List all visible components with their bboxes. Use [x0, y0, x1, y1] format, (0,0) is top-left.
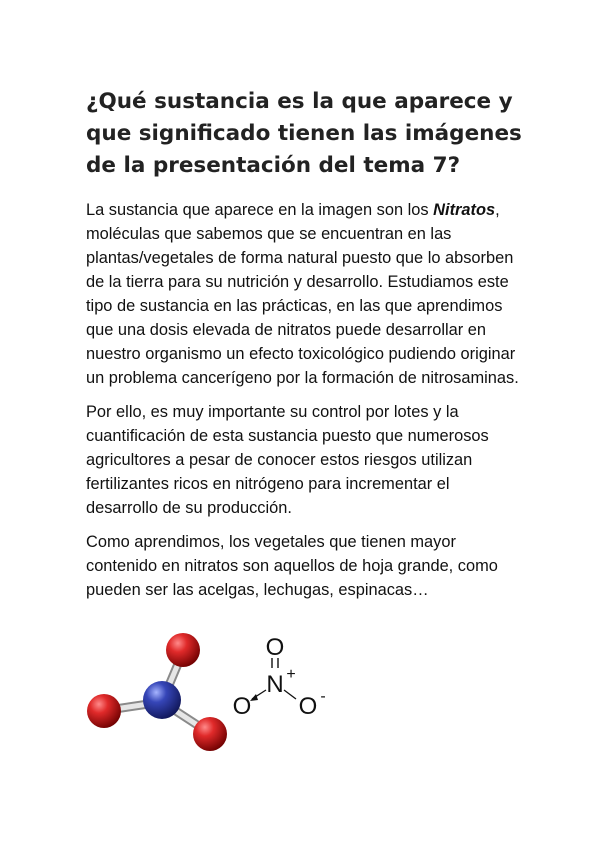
paragraph-2: Por ello, es muy importante su control por lotes y la cuantificación de esta sustancia puesto que numerosos agricultores a pesar de conocer estos riesgos utilizan fertilizantes ricos en nitrógeno para incrementar el desarrollo de su producción. — [86, 403, 489, 517]
formula-oxygen-top: O — [265, 634, 285, 661]
oxygen-atom-right — [193, 717, 227, 751]
paragraph-1-start: La sustancia que aparece en la imagen son los — [86, 201, 434, 219]
paragraph-1 — [86, 198, 526, 390]
body-text — [86, 198, 526, 612]
paragraph-3: Como aprendimos, los vegetales que tienen mayor contenido en nitratos son aquellos de hoja grande, como pueden ser las acelgas, lechugas, espinacas… — [86, 533, 498, 599]
nitrate-illustration — [80, 622, 360, 762]
nitrate-3d-model — [87, 633, 227, 751]
formula-bond-to-right-oxygen — [284, 690, 296, 699]
oxygen-atom-top — [166, 633, 200, 667]
formula-oxygen-left: O — [232, 693, 252, 720]
nitrate-structural-formula — [233, 634, 326, 720]
oxygen-atom-left — [87, 694, 121, 728]
formula-nitrogen: N — [266, 671, 284, 698]
formula-oxygen-right: O — [298, 693, 318, 720]
paragraph-1-rest: , moléculas que sabemos que se encuentran en las plantas/vegetales de forma natural puesto que lo absorben de la tierra para su nutrición y desarrollo. Estudiamos este tipo de sustancia en las prácticas, en las que aprendimos que una dosis elevada de nitratos puede desarrollar en nuestro organismo un efecto toxicológico pudiendo originar un problema cancerígeno por la formación de nitrosaminas. — [86, 201, 519, 387]
nitratos-emphasis: Nitratos — [433, 201, 496, 219]
page-title: ¿Qué sustancia es la que aparece y que significado tienen las imágenes de la presentación del tema 7? — [86, 89, 522, 178]
nitrate-figures — [80, 622, 360, 762]
nitrogen-atom — [143, 681, 181, 719]
formula-oxygen-right-charge: - — [320, 688, 326, 705]
formula-nitrogen-charge: + — [286, 666, 296, 683]
